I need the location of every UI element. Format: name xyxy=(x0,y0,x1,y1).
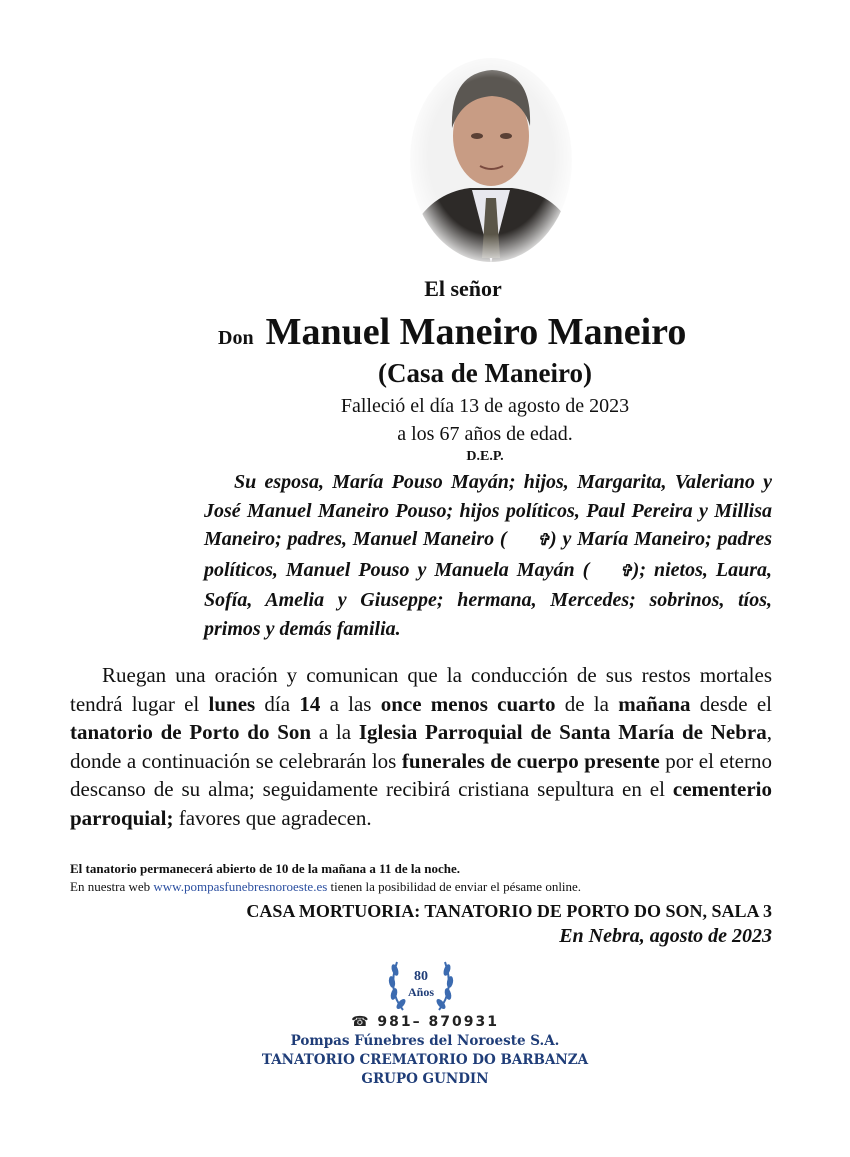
announcement-paragraph: Ruegan una oración y comunican que la conducción de sus restos mortales tendrá lugar el lunes día 14 a las once menos cuarto de la mañana desde el tanatorio de Porto do Son a la Iglesia Parroquial de Santa María de Nebra, donde a continuación se celebrarán los funerales de cuerpo presente por el eterno descanso de su alma; seguidamente recibirá cristiana sepultura en el cementerio parroquial; favores que agradecen. xyxy=(70,663,773,830)
mortuary-location: CASA MORTUORIA: TANATORIO DE PORTO DO SON, SALA 3 xyxy=(246,901,772,921)
portrait-photo xyxy=(410,58,572,263)
family-text-1: Su esposa, María Pouso Mayán; hijos, Margarita, Valeriano y José Manuel Maneiro Pouso; hijos políticos, Paul Pereira y Millisa Maneiro; padres, Manuel Maneiro ( xyxy=(204,471,772,550)
crematorium-name: TANATORIO CREMATORIO DO BARBANZA xyxy=(261,1052,589,1068)
family-text-3: ); nietos, Laura, Sofía, Amelia y Giuseppe; hermana, Mercedes; sobrinos, tíos, primos y demás familia. xyxy=(204,558,772,640)
alias: (Casa de Maneiro) xyxy=(378,358,592,388)
company-name: Pompas Fúnebres del Noroeste S.A. xyxy=(290,1033,560,1049)
phone-line xyxy=(0,1014,850,1030)
cross-icon: ✞ xyxy=(619,562,633,580)
logo-number: 80 xyxy=(414,969,428,984)
family-text-2: ) y María Maneiro; padres políticos, Manuel Pouso y Manuela Mayán ( xyxy=(204,528,772,581)
deceased-name: Manuel Maneiro Maneiro xyxy=(265,311,687,353)
age: a los 67 años de edad. xyxy=(397,423,573,445)
place-date: En Nebra, agosto de 2023 xyxy=(559,925,772,947)
logo-word: Años xyxy=(407,985,435,999)
title-line: El señor xyxy=(424,276,502,301)
name-prefix: Don xyxy=(218,327,254,349)
deceased-name-line xyxy=(218,310,686,354)
rip-label: D.E.P. xyxy=(466,449,504,464)
phone-number: 981– 870931 xyxy=(377,1014,499,1030)
family-paragraph xyxy=(204,468,772,643)
opening-hours-note: El tanatorio permanecerá abierto de 10 de la mañana a 11 de la noche. xyxy=(70,861,460,876)
laurel-wreath-icon xyxy=(383,950,459,1018)
website-link[interactable]: www.pompasfunebresnoroeste.es xyxy=(153,879,328,894)
death-date: Falleció el día 13 de agosto de 2023 xyxy=(340,395,630,417)
cross-icon: ✞ xyxy=(536,532,550,549)
web-note: En nuestra web www.pompasfunebresnoroeste.es tienen la posibilidad de enviar el pésame online. xyxy=(70,879,582,894)
phone-icon: ☎ xyxy=(351,1014,371,1030)
group-name: GRUPO GUNDIN xyxy=(361,1071,489,1087)
